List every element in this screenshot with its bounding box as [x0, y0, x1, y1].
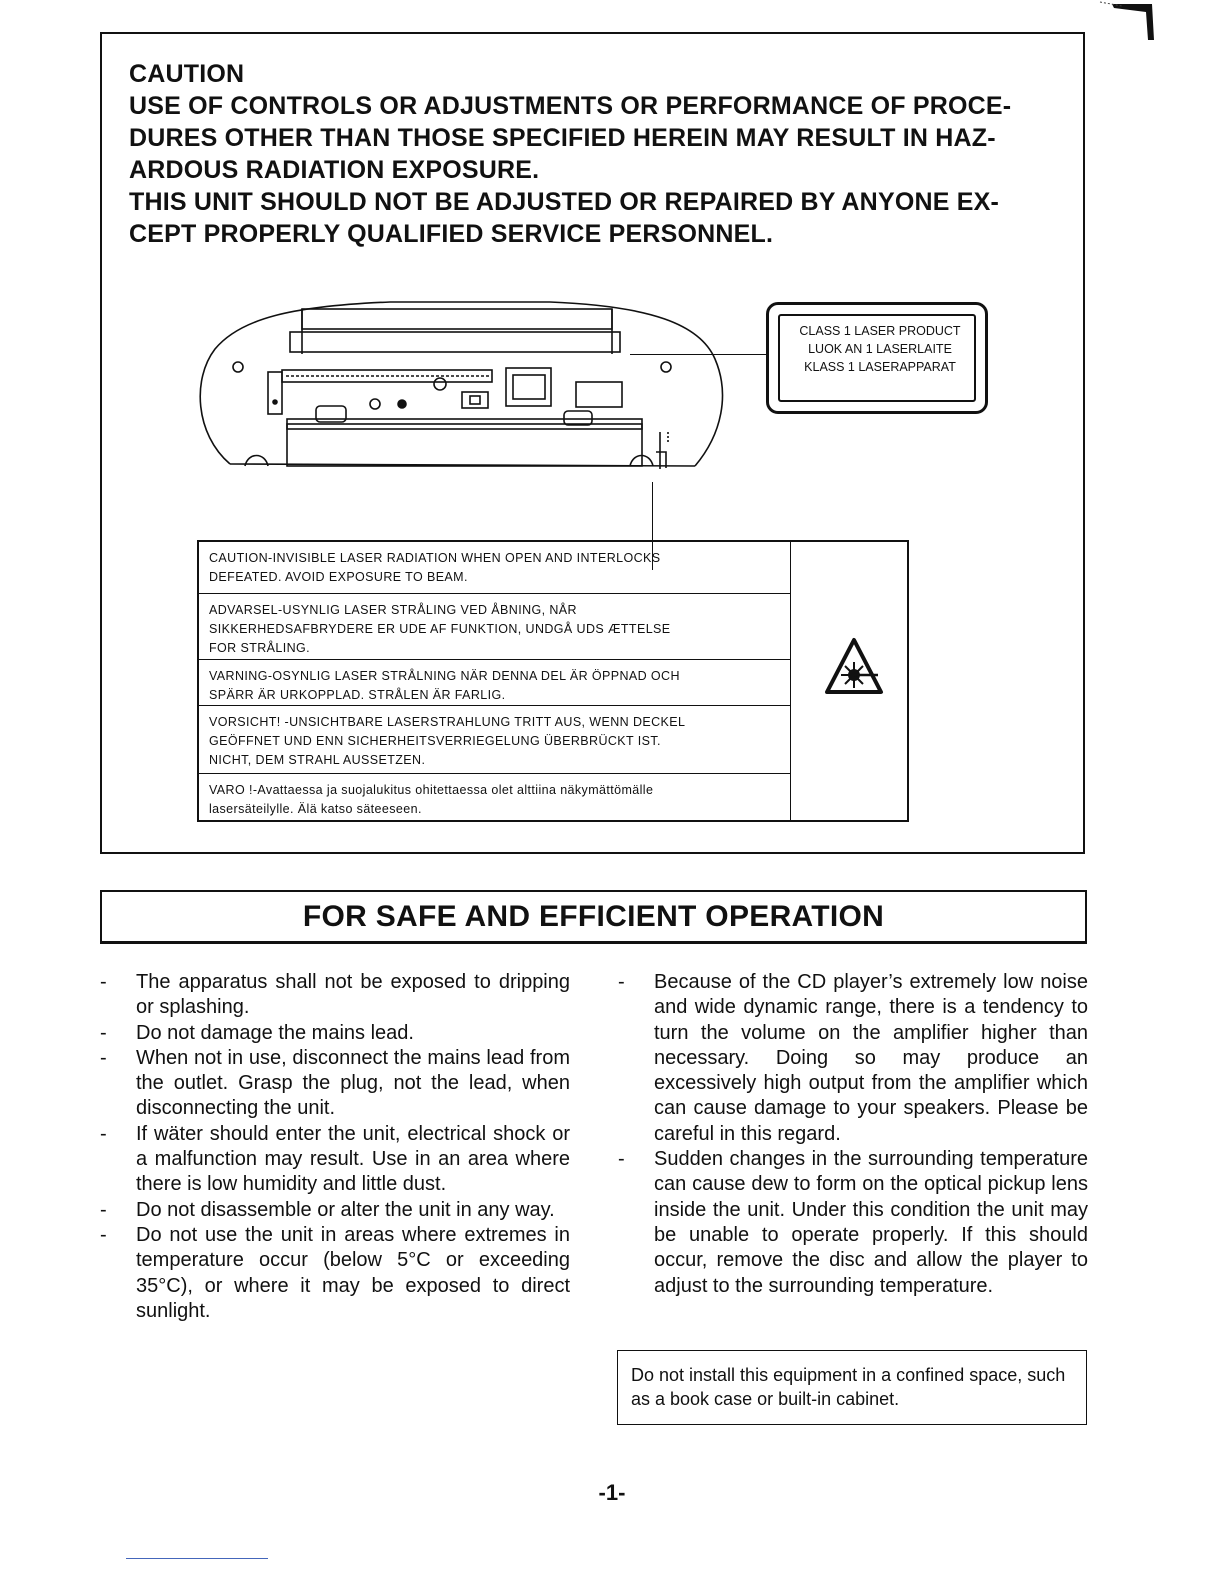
laser-label-inner	[778, 314, 976, 402]
laser-label-line: KLASS 1 LASERAPPARAT	[804, 360, 956, 374]
warning-line: ADVARSEL-USYNLIG LASER STRÅLING VED ÅBNING, NÅR	[209, 603, 577, 617]
warning-line: VARO !-Avattaessa ja suojalukitus ohitettaessa olet alttiina näkymättömälle	[209, 783, 654, 797]
dash-bullet: -	[100, 1122, 107, 1145]
dash-bullet: -	[618, 971, 625, 993]
dash-bullet: -	[100, 1223, 107, 1246]
warning-line: VARNING-OSYNLIG LASER STRÅLNING NÄR DENNA DEL ÄR ÖPPNAD OCH	[209, 669, 680, 683]
page-number: -1-	[598, 1480, 626, 1505]
warning-row-german	[199, 706, 790, 774]
list-item	[100, 1046, 570, 1122]
laser-warning-table	[197, 540, 909, 822]
warning-line: FOR STRÅLING.	[209, 641, 311, 655]
list-item	[618, 970, 1088, 1147]
list-item-text: Do not use the unit in areas where extremes in temperature occur (below 5°C or exceeding 35°C), or where it may be exposed to direct sunlight.	[136, 1223, 570, 1322]
device-rear-diagram	[190, 284, 730, 484]
dash-bullet: -	[100, 1198, 107, 1221]
safety-list-left	[100, 970, 570, 1324]
laser-label-line: CLASS 1 LASER PRODUCT	[799, 324, 961, 338]
list-item-text: Sudden changes in the surrounding temperature can cause dew to form on the optical pickup lens inside the unit. Under this condition the unit may be unable to operate properly. If this should occur, remove the disc and allow the player to adjust to the surrounding temperature.	[654, 1148, 1088, 1297]
list-item-text: The apparatus shall not be exposed to dripping or splashing.	[136, 971, 570, 1019]
safety-list-right	[618, 970, 1088, 1299]
warning-line: SIKKERHEDSAFBRYDERE ER UDE AF FUNKTION, UNDGÅ UDS ÆTTELSE	[209, 622, 671, 636]
caution-heading-line: DURES OTHER THAN THOSE SPECIFIED HEREIN MAY RESULT IN HAZ-	[129, 124, 996, 152]
warning-line: CAUTION-INVISIBLE LASER RADIATION WHEN OPEN AND INTERLOCKS	[209, 551, 661, 565]
list-item-text: If wäter should enter the unit, electrical shock or a malfunction may result. Use in an area where there is low humidity and little dust.	[136, 1122, 570, 1196]
caution-heading	[129, 58, 1079, 250]
safe-operation-title-box	[100, 890, 1087, 944]
list-item-text: When not in use, disconnect the mains lead from the outlet. Grasp the plug, not the lead, when disconnecting the unit.	[136, 1046, 570, 1120]
warning-line: SPÄRR ÄR URKOPPLAD. STRÅLEN ÄR FARLIG.	[209, 688, 506, 702]
caution-heading-line: USE OF CONTROLS OR ADJUSTMENTS OR PERFORMANCE OF PROCE-	[129, 92, 1012, 120]
caution-box	[100, 32, 1085, 854]
list-item	[100, 1122, 570, 1198]
warning-row-danish	[199, 594, 790, 660]
laser-hazard-icon	[824, 637, 884, 697]
list-item-text: Do not disassemble or alter the unit in any way.	[136, 1198, 555, 1221]
list-item-text: Because of the CD player’s extremely low noise and wide dynamic range, there is a tendency to turn the volume on the amplifier higher than necessary. Doing so may produce an excessively high output from the amplifier which can cause damage to your speakers. Please be careful in this regard.	[654, 971, 1088, 1145]
warning-rows	[199, 542, 791, 820]
dash-bullet: -	[100, 1046, 107, 1069]
dash-bullet: -	[100, 971, 107, 993]
caution-heading-line: ARDOUS RADIATION EXPOSURE.	[129, 156, 540, 184]
warning-line: NICHT, DEM STRAHL AUSSETZEN.	[209, 753, 426, 767]
class1-laser-label	[766, 302, 988, 414]
caution-heading-line: THIS UNIT SHOULD NOT BE ADJUSTED OR REPAIRED BY ANYONE EX-	[129, 188, 1000, 216]
warning-row-english	[199, 542, 790, 594]
label-leader-line	[630, 354, 766, 355]
list-item	[100, 1021, 570, 1046]
warning-row-finnish	[199, 774, 790, 820]
caution-heading-line: CEPT PROPERLY QUALIFIED SERVICE PERSONNEL.	[129, 220, 774, 248]
footer-rule	[126, 1558, 268, 1559]
list-item	[100, 970, 570, 1021]
warning-line: lasersäteilylle. Älä katso säteeseen.	[209, 802, 422, 816]
caution-heading-line: CAUTION	[129, 60, 245, 88]
list-item	[618, 1147, 1088, 1299]
list-item	[100, 1198, 570, 1223]
warning-line: VORSICHT! -UNSICHTBARE LASERSTRAHLUNG TRITT AUS, WENN DECKEL	[209, 715, 686, 729]
install-note-box: Do not install this equipment in a confined space, such as a book case or built-in cabinet.	[617, 1350, 1087, 1425]
scan-corner-mark	[1092, 0, 1162, 45]
laser-label-line: LUOK AN 1 LASERLAITE	[808, 342, 952, 356]
list-item-text: Do not damage the mains lead.	[136, 1021, 414, 1044]
dash-bullet: -	[100, 1021, 107, 1044]
safe-operation-title: FOR SAFE AND EFFICIENT OPERATION	[302, 900, 885, 933]
list-item	[100, 1223, 570, 1324]
warning-line: DEFEATED. AVOID EXPOSURE TO BEAM.	[209, 570, 468, 584]
warning-line: GEÖFFNET UND ENN SICHERHEITSVERRIEGELUNG ÜBERBRÜCKT IST.	[209, 734, 661, 748]
dash-bullet: -	[618, 1148, 625, 1171]
warning-row-swedish	[199, 660, 790, 706]
